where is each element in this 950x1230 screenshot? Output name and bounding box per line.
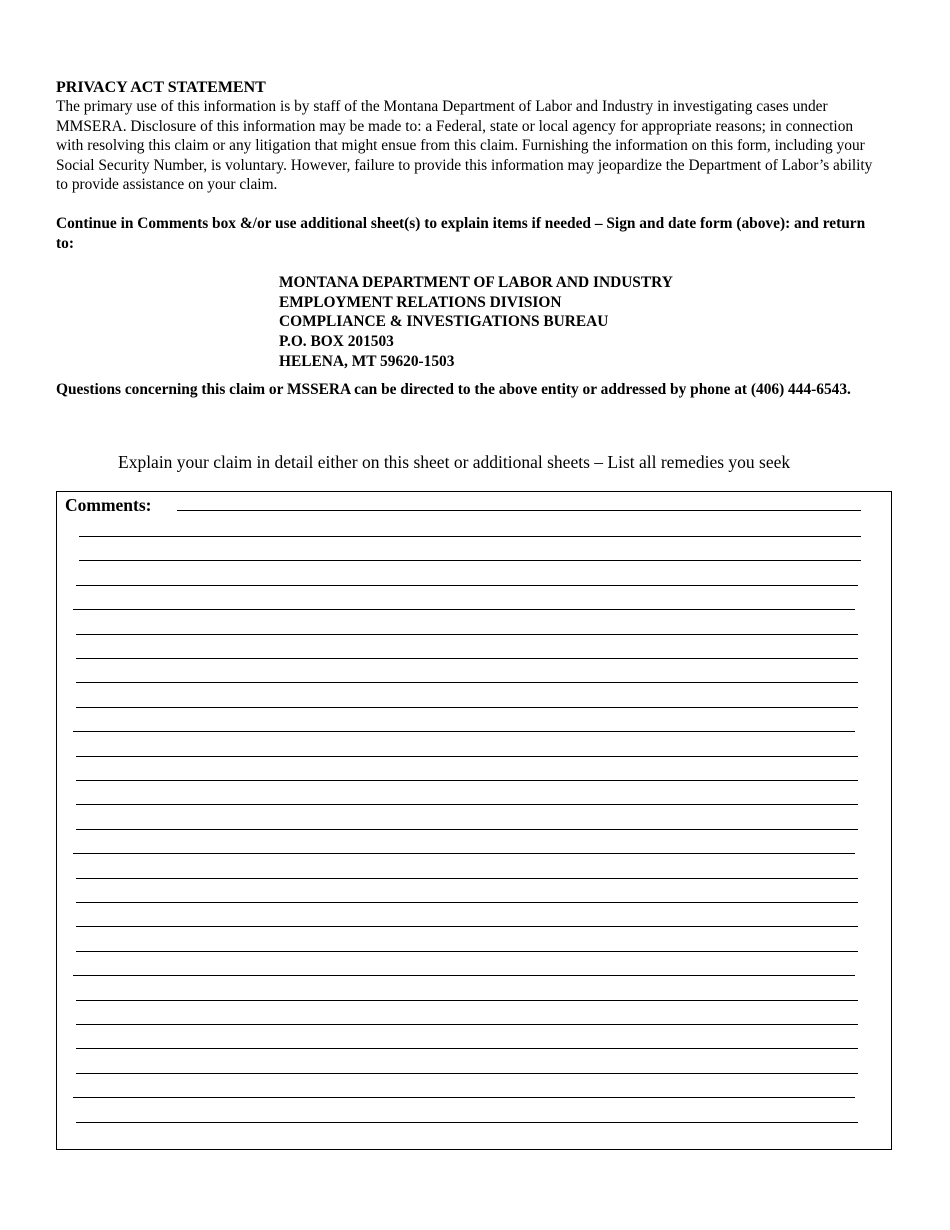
comments-label: Comments: xyxy=(65,495,152,515)
comments-box[interactable] xyxy=(56,491,892,1150)
comment-line[interactable] xyxy=(76,780,858,781)
comment-line[interactable] xyxy=(76,902,858,903)
mailing-address xyxy=(279,273,896,371)
comment-line[interactable] xyxy=(76,951,858,952)
comment-line[interactable] xyxy=(76,926,858,927)
address-line-4: P.O. BOX 201503 xyxy=(279,332,394,350)
comment-line[interactable] xyxy=(73,609,855,610)
comment-line[interactable] xyxy=(76,804,858,805)
comment-line[interactable] xyxy=(76,878,858,879)
address-line-5: HELENA, MT 59620-1503 xyxy=(279,352,455,370)
comment-line[interactable] xyxy=(76,1000,858,1001)
address-line-1: MONTANA DEPARTMENT OF LABOR AND INDUSTRY xyxy=(279,274,673,292)
privacy-heading: PRIVACY ACT STATEMENT xyxy=(56,79,266,96)
comment-line[interactable] xyxy=(73,1097,855,1098)
form-page xyxy=(56,78,896,400)
comment-line[interactable] xyxy=(76,1122,858,1123)
comment-line[interactable] xyxy=(76,1024,858,1025)
comment-line[interactable] xyxy=(73,975,855,976)
comment-line[interactable] xyxy=(76,829,858,830)
comment-line[interactable] xyxy=(79,560,861,561)
comment-line[interactable] xyxy=(76,707,858,708)
comment-line[interactable] xyxy=(76,682,858,683)
comment-line[interactable] xyxy=(73,853,855,854)
address-line-3: COMPLIANCE & INVESTIGATIONS BUREAU xyxy=(279,313,609,331)
comment-lines xyxy=(57,492,891,1149)
comment-line[interactable] xyxy=(76,658,858,659)
questions-contact: Questions concerning this claim or MSSERA can be directed to the above entity or addressed by phone at (406) 444-6543. xyxy=(56,381,851,399)
comment-line[interactable] xyxy=(76,1073,858,1074)
comment-line[interactable] xyxy=(73,731,855,732)
explain-claim-instruction: Explain your claim in detail either on this sheet or additional sheets – List all remedies you seek xyxy=(118,452,791,472)
address-line-2: EMPLOYMENT RELATIONS DIVISION xyxy=(279,293,562,311)
comment-line[interactable] xyxy=(76,1048,858,1049)
privacy-statement: The primary use of this information is by staff of the Montana Department of Labor and Industry in investigating cases under MMSERA. Disclosure of this information may be made to: a Federal, state or local agency for appropriate reasons; in connection with resolving this claim or any litigation that might ensue from this claim. Furnishing the information on this form, including your Social Security Number, is voluntary. However, failure to provide this information may jeopardize the Department of Labor’s ability to provide assistance on your claim. xyxy=(56,98,873,194)
continue-instructions: Continue in Comments box &/or use additional sheet(s) to explain items if needed – Sign and date form (above): and return to: xyxy=(56,214,866,252)
comment-line[interactable] xyxy=(76,634,858,635)
comment-line[interactable] xyxy=(76,585,858,586)
comment-line[interactable] xyxy=(79,536,861,537)
comment-line[interactable] xyxy=(76,756,858,757)
